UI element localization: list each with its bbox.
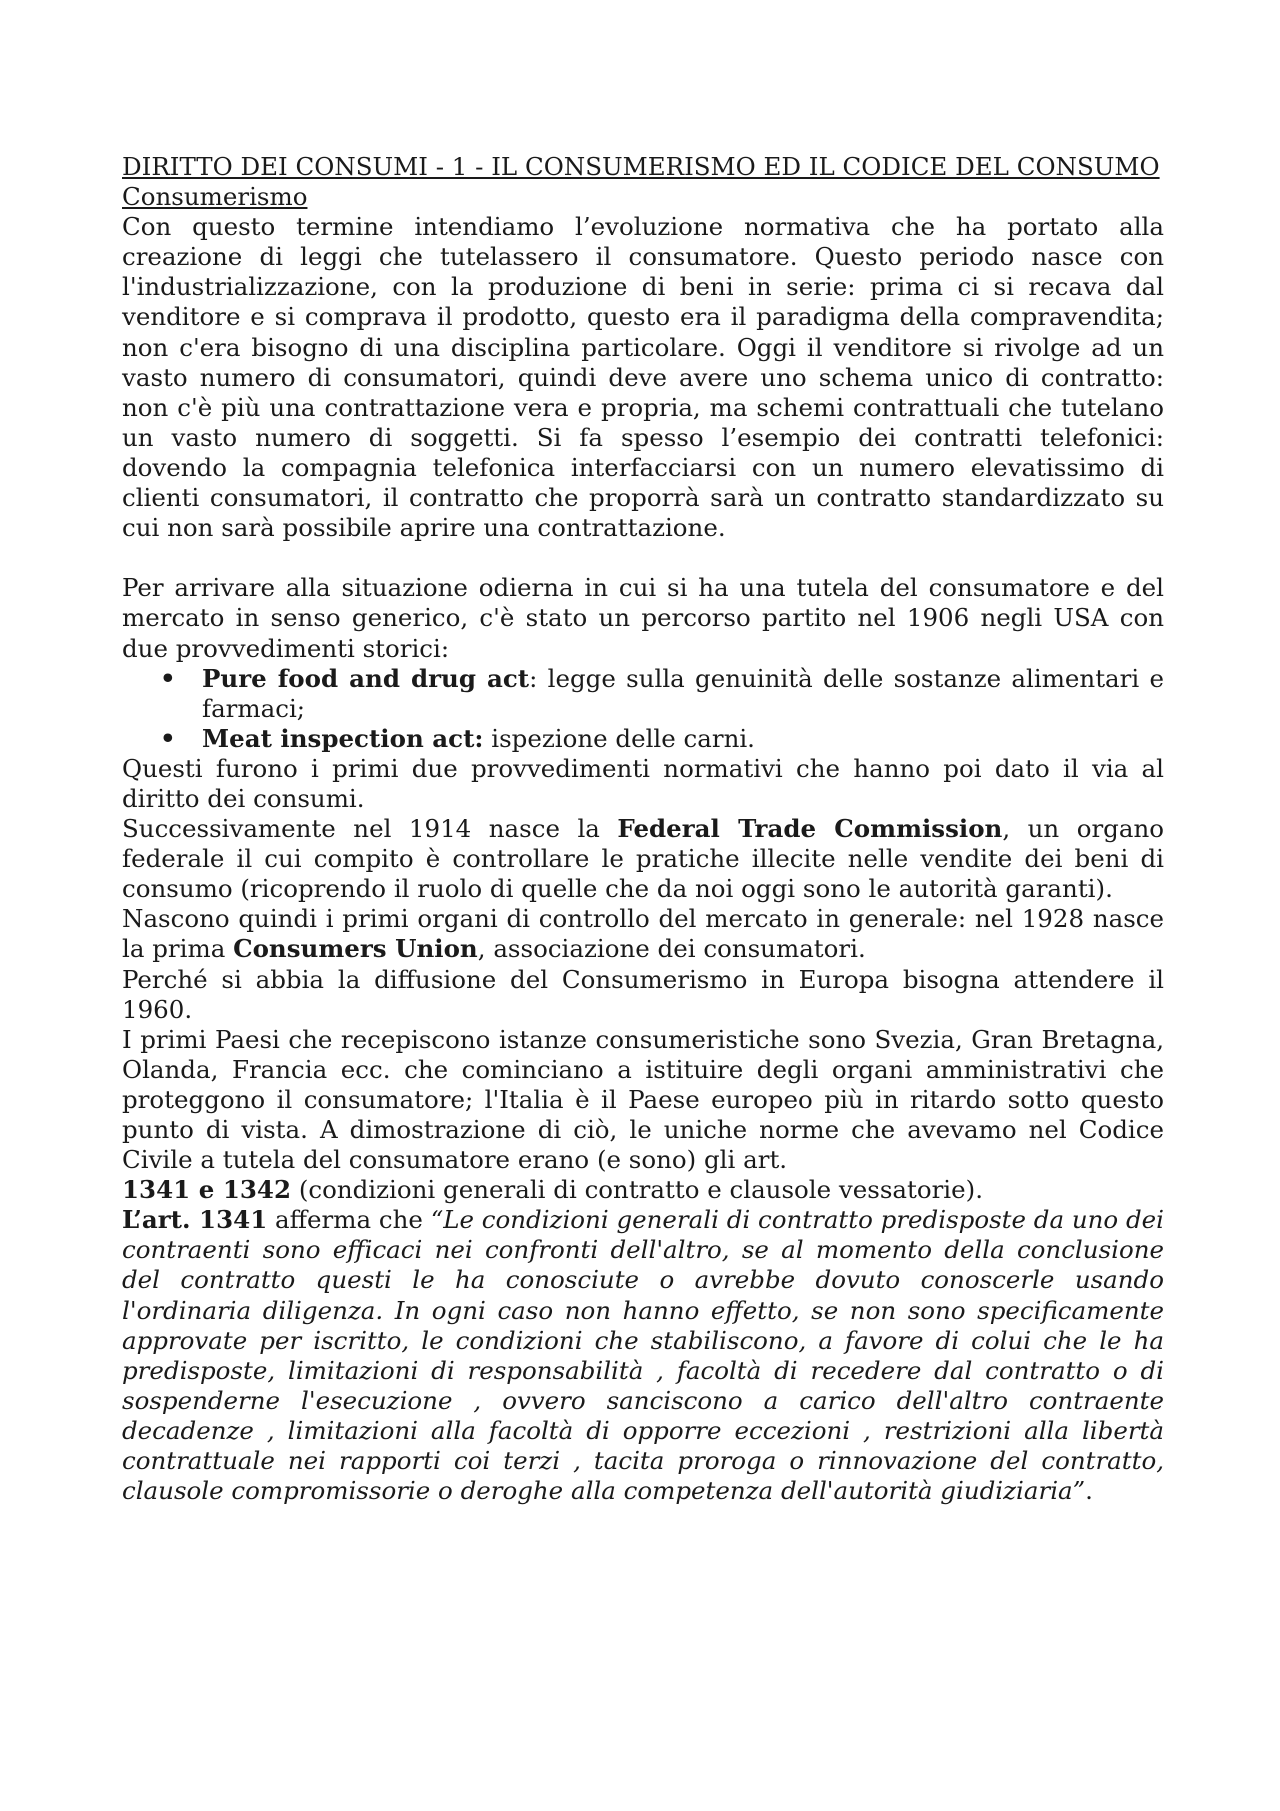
paragraph-consumers-union: [122, 904, 1164, 964]
bold-term: Federal Trade Commission: [617, 814, 1003, 844]
text-run: , associazione dei consumatori.: [477, 934, 866, 964]
paragraph-articles: [122, 1175, 1164, 1205]
document-page: [122, 152, 1164, 1506]
paragraph-europe: Perché si abbia la diffusione del Consumerismo in Europa bisogna attendere il 1960.: [122, 964, 1164, 1024]
document-title: DIRITTO DEI CONSUMI - 1 - IL CONSUMERISMO ED IL CODICE DEL CONSUMO: [122, 152, 1160, 181]
bullet-icon: •: [160, 723, 176, 753]
bold-term: 1341 e 1342: [122, 1175, 292, 1205]
text-run: Successivamente nel 1914 nasce la: [122, 814, 618, 844]
blank-line: [122, 543, 1164, 573]
section-heading: [122, 182, 1164, 212]
bullet-term: Pure food and drug act: [202, 663, 530, 693]
paragraph-consumerismo-definition: Con questo termine intendiamo l’evoluzione normativa che ha portato alla creazione di leggi che tutelassero il consumatore. Questo periodo nasce con l'industrializzazione, con la produzione di beni in serie: prima ci si recava dal venditore e si comprava il prodotto, questo era il paradigma della compravendita; non c'era bisogno di una disciplina particolare. Oggi il venditore si rivolge ad un vasto numero di consumatori, quindi deve avere uno schema unico di contratto: non c'è più una contrattazione vera e propria, ma schemi contrattuali che tutelano un vasto numero di soggetti. Si fa spesso l’esempio dei contratti telefonici: dovendo la compagnia telefonica interfacciarsi con un numero elevatissimo di clienti consumatori, il contratto che proporrà sarà un contratto standardizzato su cui non sarà possibile aprire una contrattazione.: [122, 212, 1164, 543]
paragraph-first-provisions: Questi furono i primi due provvedimenti normativi che hanno poi dato il via al diritto dei consumi.: [122, 753, 1164, 813]
bullet-term: Meat inspection act:: [202, 723, 484, 753]
bullet-list: [122, 664, 1164, 754]
bullet-text: : legge sulla genuinità delle sostanze alimentari e farmaci;: [202, 663, 1164, 723]
paragraph-art-1341: [122, 1205, 1164, 1506]
list-item: [122, 724, 1164, 754]
list-item: [122, 664, 1164, 724]
paragraph-countries: I primi Paesi che recepiscono istanze consumeristiche sono Svezia, Gran Bretagna, Olanda, Francia ecc. che cominciano a istituire degli organi amministrativi che proteggono il consumatore; l'Italia è il Paese europeo più in ritardo sotto questo punto di vista. A dimostrazione di ciò, le uniche norme che avevamo nel Codice Civile a tutela del consumatore erano (e sono) gli art.: [122, 1024, 1164, 1175]
text-run: afferma che: [267, 1205, 431, 1235]
text-run: .: [1085, 1476, 1093, 1506]
section-heading-text: Consumerismo: [122, 182, 308, 212]
bold-term: L’art. 1341: [122, 1205, 268, 1235]
bullet-text: ispezione delle carni.: [483, 723, 755, 753]
bold-term: Consumers Union: [233, 934, 478, 964]
paragraph-historical-path: Per arrivare alla situazione odierna in cui si ha una tutela del consumatore e del mercato in senso generico, c'è stato un percorso partito nel 1906 negli USA con due provvedimenti storici:: [122, 573, 1164, 663]
bullet-icon: •: [160, 663, 176, 693]
italic-quote: “Le condizioni generali di contratto predisposte da uno dei contraenti sono efficaci nei confronti dell'altro, se al momento della conclusione del contratto questi le ha conosciute o avrebbe dovuto conoscerle usando l'ordinaria diligenza. In ogni caso non hanno effetto, se non sono specificamente approvate per iscritto, le condizioni che stabiliscono, a favore di colui che le ha predisposte, limitazioni di responsabilità , facoltà di recedere dal contratto o di sospenderne l'esecuzione , ovvero sanciscono a carico dell'altro contraente decadenze , limitazioni alla facoltà di opporre eccezioni , restrizioni alla libertà contrattuale nei rapporti coi terzi , tacita proroga o rinnovazione del contratto, clausole compromissorie o deroghe alla competenza dell'autorità giudiziaria”: [122, 1205, 1164, 1506]
paragraph-ftc: [122, 814, 1164, 904]
text-run: Nascono quindi i primi organi di controllo del mercato in generale: nel 1928 nasce la prima: [122, 904, 1164, 964]
text-run: , un organo federale il cui compito è controllare le pratiche illecite nelle vendite dei beni di consumo (ricoprendo il ruolo di quelle che da noi oggi sono le autorità garanti).: [122, 814, 1164, 904]
text-run: (condizioni generali di contratto e clausole vessatorie).: [291, 1175, 983, 1205]
